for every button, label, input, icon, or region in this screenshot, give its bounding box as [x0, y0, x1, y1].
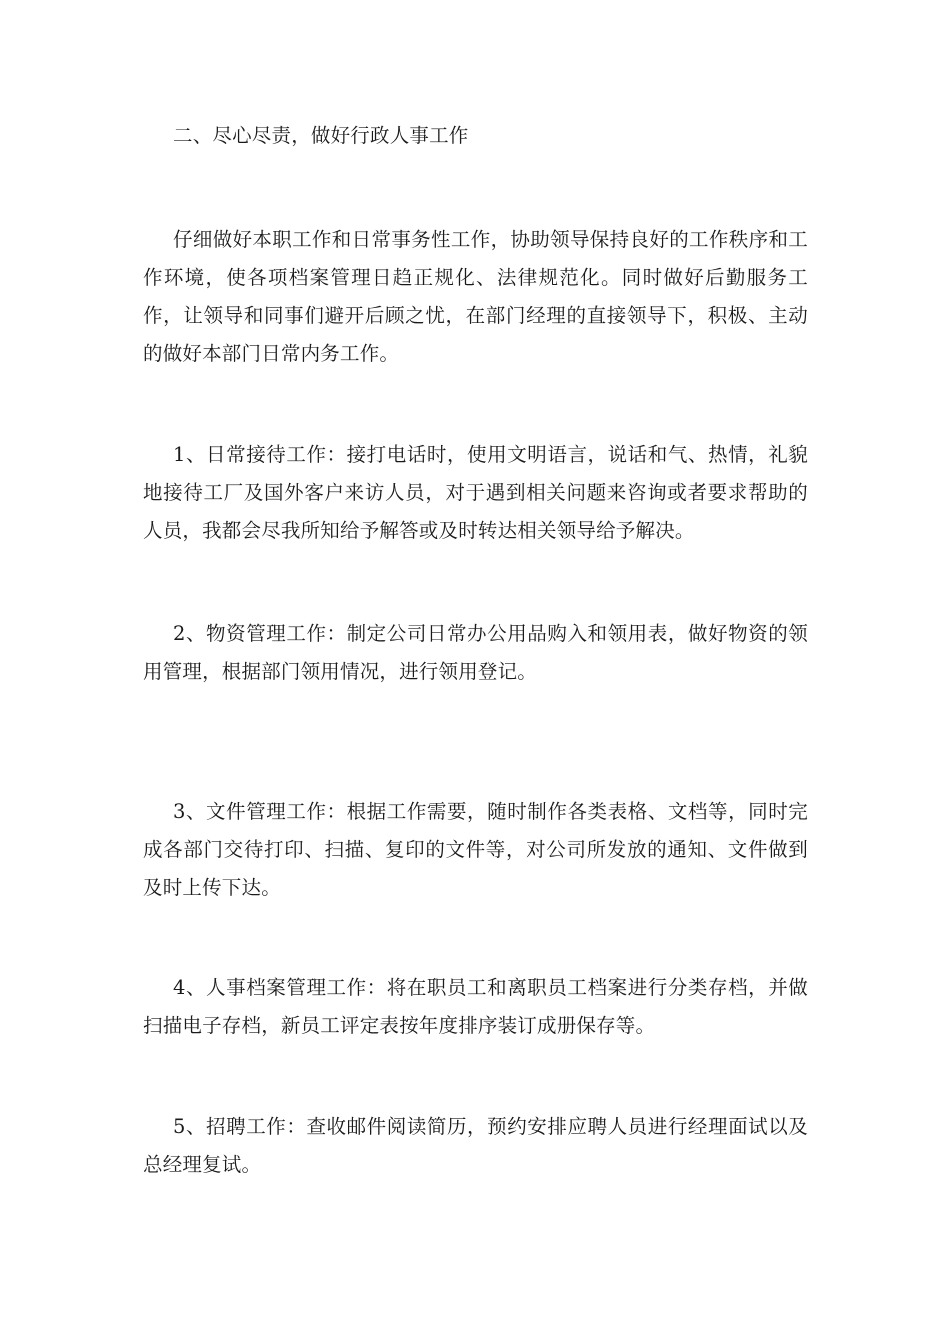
intro-paragraph: 仔细做好本职工作和日常事务性工作，协助领导保持良好的工作秩序和工作环境，使各项档案管理日趋正规化、法律规范化。同时做好后勤服务工作，让领导和同事们避开后顾之忧，在部门经理的直接领导下，积极、主动的做好本部门日常内务工作。	[143, 228, 808, 365]
item-paragraph-personnel-files: 4、人事档案管理工作：将在职员工和离职员工档案进行分类存档，并做扫描电子存档，新员工评定表按年度排序装订成册保存等。	[143, 976, 808, 1037]
section-heading: 二、尽心尽责，做好行政人事工作	[173, 124, 469, 147]
item-paragraph-reception: 1、日常接待工作：接打电话时，使用文明语言，说话和气、热情，礼貌地接待工厂及国外客户来访人员，对于遇到相关问题来咨询或者要求帮助的人员，我都会尽我所知给予解答或及时转达相关领导给予解决。	[143, 443, 808, 542]
item-paragraph-documents: 3、文件管理工作：根据工作需要，随时制作各类表格、文档等，同时完成各部门交待打印、扫描、复印的文件等，对公司所发放的通知、文件做到及时上传下达。	[143, 800, 808, 899]
item-paragraph-materials: 2、物资管理工作：制定公司日常办公用品购入和领用表，做好物资的领用管理，根据部门领用情况，进行领用登记。	[143, 622, 808, 683]
item-paragraph-recruitment: 5、招聘工作：查收邮件阅读简历，预约安排应聘人员进行经理面试以及总经理复试。	[143, 1115, 808, 1176]
